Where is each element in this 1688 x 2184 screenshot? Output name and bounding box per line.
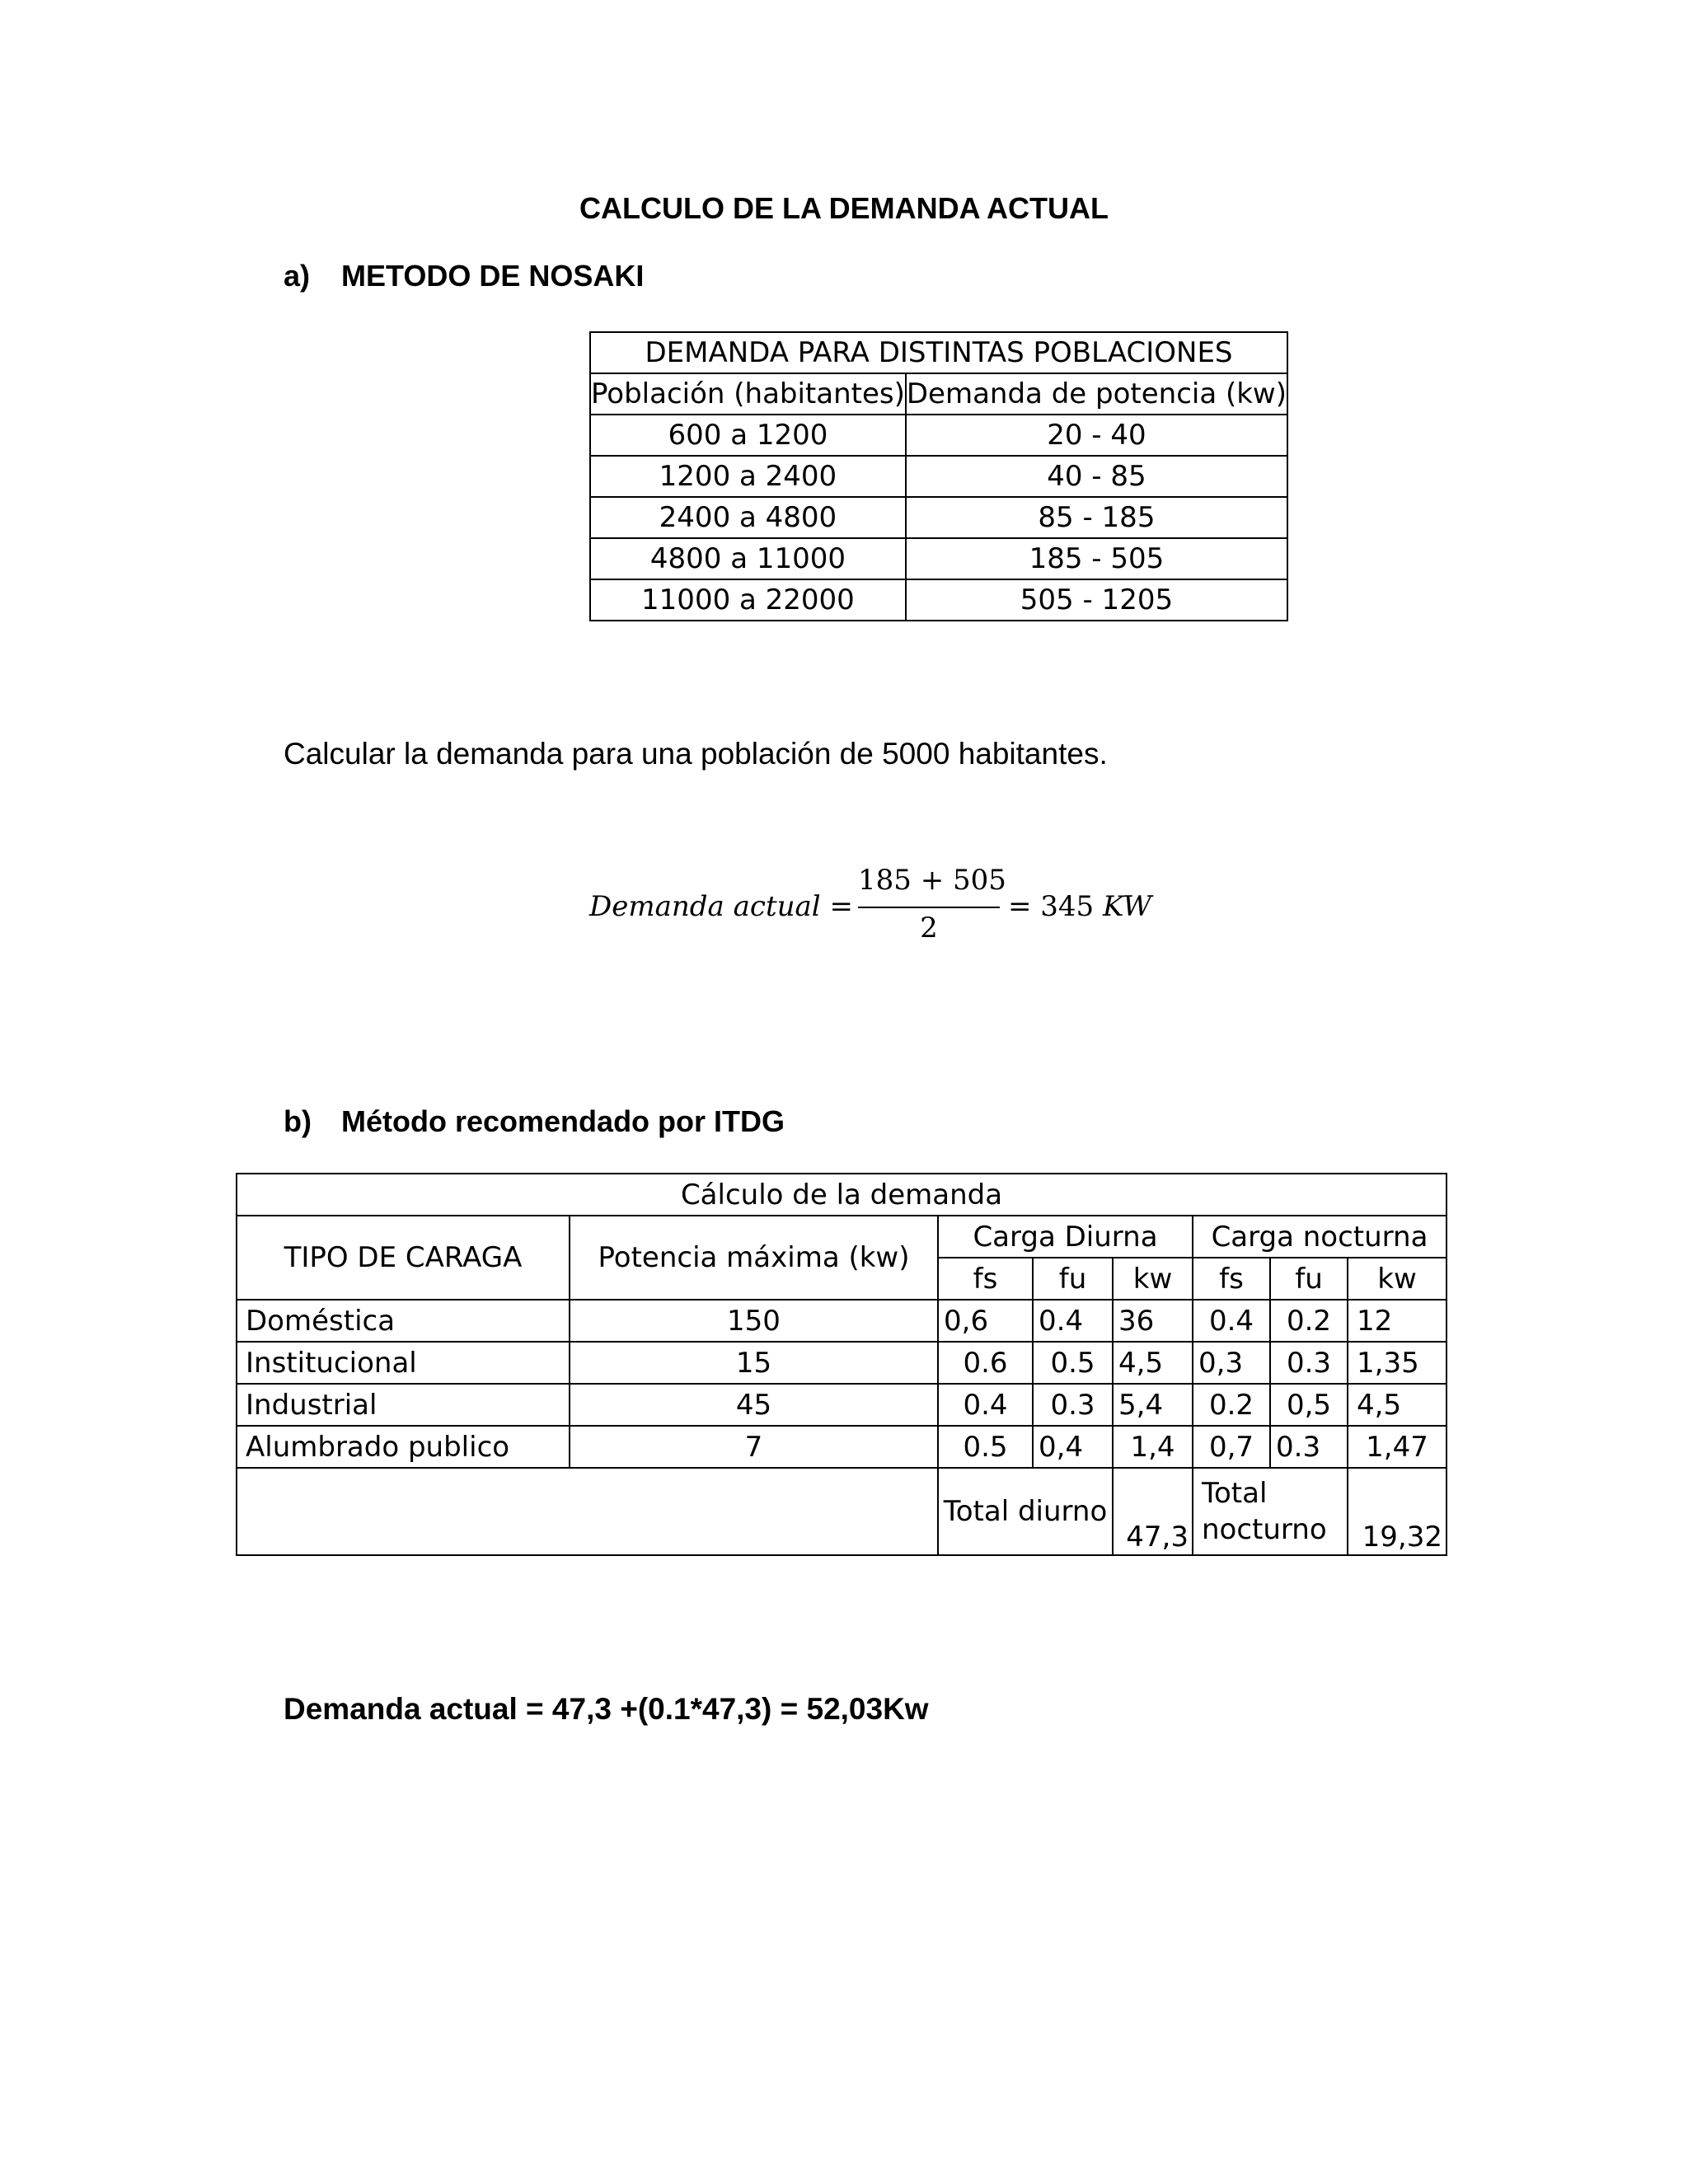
itdg-cell-fs-nocturna: 0,7 bbox=[1193, 1426, 1270, 1468]
section-b-title: Método recomendado por ITDG bbox=[341, 1104, 785, 1138]
total-nocturno-value: 19,32 bbox=[1348, 1468, 1447, 1555]
nosaki-table bbox=[589, 331, 1288, 621]
table-row bbox=[590, 497, 1287, 538]
nosaki-cell-poblacion: 2400 a 4800 bbox=[590, 497, 906, 538]
section-a-label: a) bbox=[284, 259, 311, 293]
itdg-header-carga-nocturna: Carga nocturna bbox=[1193, 1216, 1447, 1258]
itdg-cell-fu-diurna: 0.5 bbox=[1033, 1342, 1113, 1384]
total-diurno-value: 47,3 bbox=[1113, 1468, 1193, 1555]
itdg-cell-kw-diurna: 4,5 bbox=[1113, 1342, 1193, 1384]
itdg-cell-fs-nocturna: 0,3 bbox=[1193, 1342, 1270, 1384]
itdg-table-caption: Cálculo de la demanda bbox=[237, 1174, 1447, 1216]
itdg-cell-kw-nocturna: 4,5 bbox=[1348, 1384, 1447, 1426]
formula-rhs bbox=[1008, 890, 1151, 923]
nosaki-cell-demanda: 40 - 85 bbox=[906, 456, 1287, 497]
itdg-cell-fu-nocturna: 0.3 bbox=[1270, 1426, 1348, 1468]
nosaki-cell-poblacion: 1200 a 2400 bbox=[590, 456, 906, 497]
nosaki-header-poblacion: Población (habitantes) bbox=[590, 373, 906, 415]
fraction-bar bbox=[858, 907, 1000, 908]
nosaki-header-demanda: Demanda de potencia (kw) bbox=[906, 373, 1287, 415]
itdg-cell-kw-nocturna: 12 bbox=[1348, 1300, 1447, 1342]
itdg-subheader-fu: fu bbox=[1033, 1258, 1113, 1300]
itdg-cell-kw-nocturna: 1,47 bbox=[1348, 1426, 1447, 1468]
formula-result: = 345 bbox=[1008, 890, 1095, 923]
page-title: CALCULO DE LA DEMANDA ACTUAL bbox=[579, 191, 1109, 225]
table-row bbox=[590, 456, 1287, 497]
itdg-cell-fs-diurna: 0,6 bbox=[938, 1300, 1033, 1342]
section-a-heading bbox=[284, 259, 644, 293]
table-row-totals bbox=[237, 1468, 1447, 1555]
table-row bbox=[590, 538, 1287, 579]
itdg-cell-kw-diurna: 36 bbox=[1113, 1300, 1193, 1342]
itdg-cell-tipo: Doméstica bbox=[237, 1300, 570, 1342]
itdg-cell-kw-diurna: 5,4 bbox=[1113, 1384, 1193, 1426]
nosaki-cell-poblacion: 4800 a 11000 bbox=[590, 538, 906, 579]
itdg-cell-potencia: 15 bbox=[570, 1342, 938, 1384]
itdg-cell-kw-nocturna: 1,35 bbox=[1348, 1342, 1447, 1384]
formula-unit: KW bbox=[1103, 890, 1152, 923]
itdg-cell-potencia: 150 bbox=[570, 1300, 938, 1342]
nosaki-cell-demanda: 85 - 185 bbox=[906, 497, 1287, 538]
itdg-cell-fs-diurna: 0.5 bbox=[938, 1426, 1033, 1468]
itdg-cell-fu-nocturna: 0.3 bbox=[1270, 1342, 1348, 1384]
formula-numerator: 185 + 505 bbox=[858, 864, 1006, 897]
itdg-subheader-kw: kw bbox=[1113, 1258, 1193, 1300]
formula-denominator: 2 bbox=[920, 912, 938, 944]
itdg-subheader-kw: kw bbox=[1348, 1258, 1447, 1300]
itdg-subheader-fu: fu bbox=[1270, 1258, 1348, 1300]
itdg-header-potencia: Potencia máxima (kw) bbox=[570, 1216, 938, 1300]
table-row bbox=[237, 1384, 1447, 1426]
itdg-cell-tipo: Alumbrado publico bbox=[237, 1426, 570, 1468]
itdg-empty-cell bbox=[237, 1468, 938, 1555]
itdg-cell-fu-diurna: 0.4 bbox=[1033, 1300, 1113, 1342]
itdg-cell-fs-diurna: 0.6 bbox=[938, 1342, 1033, 1384]
itdg-table bbox=[236, 1173, 1447, 1556]
itdg-cell-fs-nocturna: 0.4 bbox=[1193, 1300, 1270, 1342]
section-b-heading bbox=[284, 1104, 785, 1139]
table-row bbox=[237, 1426, 1447, 1468]
itdg-cell-fu-nocturna: 0,5 bbox=[1270, 1384, 1348, 1426]
nosaki-table-caption: DEMANDA PARA DISTINTAS POBLACIONES bbox=[590, 332, 1287, 373]
itdg-cell-potencia: 45 bbox=[570, 1384, 938, 1426]
total-diurno-label: Total diurno bbox=[938, 1468, 1113, 1555]
itdg-cell-fu-diurna: 0.3 bbox=[1033, 1384, 1113, 1426]
itdg-cell-tipo: Institucional bbox=[237, 1342, 570, 1384]
table-row bbox=[590, 415, 1287, 456]
itdg-cell-fs-nocturna: 0.2 bbox=[1193, 1384, 1270, 1426]
nosaki-cell-poblacion: 600 a 1200 bbox=[590, 415, 906, 456]
intro-text: Calcular la demanda para una población de 5000 habitantes. bbox=[284, 737, 1108, 771]
nosaki-cell-demanda: 20 - 40 bbox=[906, 415, 1287, 456]
section-a-title: METODO DE NOSAKI bbox=[341, 259, 645, 293]
nosaki-cell-demanda: 185 - 505 bbox=[906, 538, 1287, 579]
itdg-header-carga-diurna: Carga Diurna bbox=[938, 1216, 1193, 1258]
table-row bbox=[237, 1342, 1447, 1384]
itdg-cell-fu-nocturna: 0.2 bbox=[1270, 1300, 1348, 1342]
itdg-cell-kw-diurna: 1,4 bbox=[1113, 1426, 1193, 1468]
table-row bbox=[237, 1300, 1447, 1342]
result-formula: Demanda actual = 47,3 +(0.1*47,3) = 52,03Kw bbox=[284, 1692, 929, 1726]
itdg-cell-fs-diurna: 0.4 bbox=[938, 1384, 1033, 1426]
itdg-header-tipo: TIPO DE CARAGA bbox=[237, 1216, 570, 1300]
table-row bbox=[590, 579, 1287, 621]
itdg-cell-tipo: Industrial bbox=[237, 1384, 570, 1426]
itdg-cell-potencia: 7 bbox=[570, 1426, 938, 1468]
itdg-subheader-fs: fs bbox=[1193, 1258, 1270, 1300]
itdg-cell-fu-diurna: 0,4 bbox=[1033, 1426, 1113, 1468]
itdg-subheader-fs: fs bbox=[938, 1258, 1033, 1300]
section-b-label: b) bbox=[284, 1104, 312, 1138]
nosaki-cell-poblacion: 11000 a 22000 bbox=[590, 579, 906, 621]
nosaki-cell-demanda: 505 - 1205 bbox=[906, 579, 1287, 621]
total-nocturno-label: Total nocturno bbox=[1193, 1468, 1348, 1555]
formula-lhs: Demanda actual = bbox=[589, 890, 853, 923]
